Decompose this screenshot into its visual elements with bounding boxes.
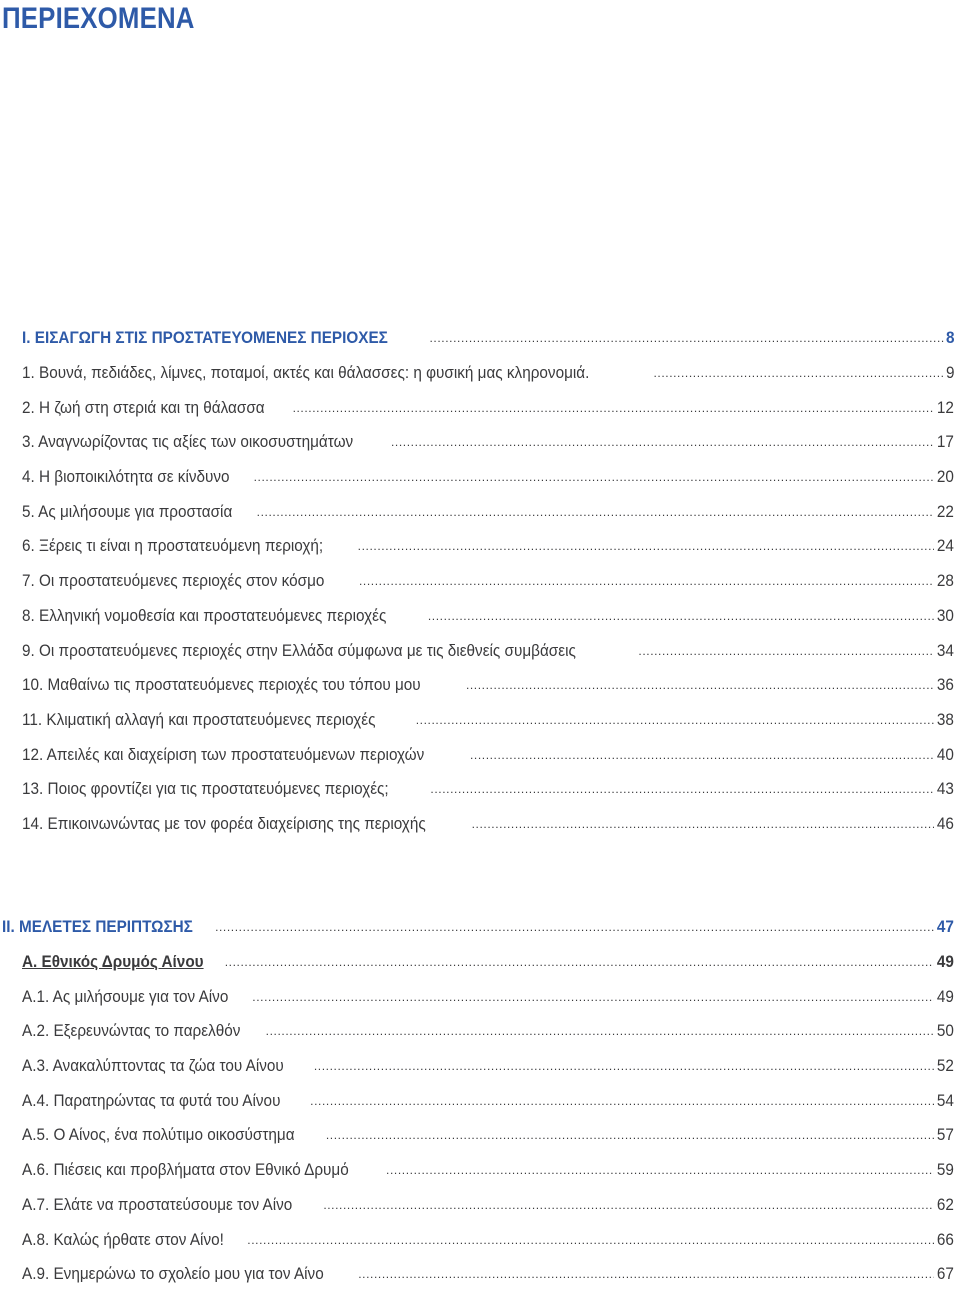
toc-entry[interactable] [0, 1188, 954, 1223]
toc-entry[interactable] [0, 772, 954, 807]
toc-page-number: 40 [936, 744, 954, 764]
toc-dot-leader [428, 605, 934, 625]
toc-entry[interactable] [0, 1222, 954, 1257]
toc-entry[interactable] [0, 703, 954, 738]
toc-entry[interactable] [0, 668, 954, 703]
toc-dot-leader [323, 1194, 934, 1214]
toc-entry-title: 6. Ξέρεις τι είναι η προστατευόμενη περιοχή; [22, 536, 324, 556]
toc-entry-title: Α.8. Καλώς ήρθατε στον Αίνο! [22, 1229, 224, 1249]
toc-page-number: 59 [936, 1160, 954, 1180]
toc-entry-title: Α.2. Εξερευνώντας το παρελθόν [22, 1021, 241, 1041]
toc-dot-leader [266, 1020, 934, 1040]
toc-dot-leader [293, 397, 935, 417]
toc-dot-leader [472, 813, 934, 833]
toc-section-introduction[interactable] [0, 321, 954, 356]
toc-entry-title: 8. Ελληνική νομοθεσία και προστατευόμενες περιοχές [22, 605, 387, 625]
toc-dot-leader [359, 570, 934, 590]
toc-entry[interactable] [0, 460, 954, 495]
toc-entry[interactable] [0, 529, 954, 564]
toc-page-number: 22 [936, 501, 954, 521]
toc-entry-title: 10. Μαθαίνω τις προστατευόμενες περιοχές του τόπου μου [22, 675, 421, 695]
toc-page-number: 57 [936, 1125, 954, 1145]
toc-entry[interactable] [0, 564, 954, 599]
toc-page-number: 12 [936, 397, 954, 417]
toc-entry-title: 1. Βουνά, πεδιάδες, λίμνες, ποταμοί, ακτές και θάλασσες: η φυσική μας κληρονομιά. [22, 363, 590, 383]
toc-entry-title: 9. Οι προστατευόμενες περιοχές στην Ελλάδα σύμφωνα με τις διεθνείς συμβάσεις [22, 640, 576, 660]
toc-dot-leader [653, 362, 943, 382]
toc-entry[interactable] [0, 633, 954, 668]
toc-page-number: 46 [936, 813, 954, 833]
toc-entry-title: Α.3. Ανακαλύπτοντας τα ζώα του Αίνου [22, 1056, 284, 1076]
toc-entry-title: 2. Η ζωή στη στεριά και τη θάλασσα [22, 397, 265, 417]
toc-entry-title: Α. Εθνικός Δρυμός Αίνου [22, 952, 204, 972]
toc-dot-leader [257, 501, 934, 521]
toc-entry-title: 5. Ας μιλήσουμε για προστασία [22, 501, 233, 521]
toc-page-number: 30 [936, 605, 954, 625]
toc-page-number: 9 [945, 363, 954, 383]
toc-entry-title: 7. Οι προστατευόμενες περιοχές στον κόσμο [22, 571, 325, 591]
toc-dot-leader [326, 1124, 934, 1144]
toc-entry-title: I. ΕΙΣΑΓΩΓΗ ΣΤΙΣ ΠΡΟΣΤΑΤΕΥΟΜΕΝΕΣ ΠΕΡΙΟΧΕΣ [22, 328, 388, 348]
toc-page-number: 8 [945, 328, 954, 348]
toc-dot-leader [638, 640, 934, 660]
toc-entry-title: Α.9. Ενημερώνω το σχολείο μου για τον Αίνο [22, 1264, 324, 1284]
toc-dot-leader [430, 327, 944, 347]
toc-entry-title: 14. Επικοινωνώντας με τον φορέα διαχείρισης της περιοχής [22, 813, 426, 833]
toc-dot-leader [358, 535, 934, 555]
toc-entry[interactable] [0, 356, 954, 391]
toc-entry-title: Α.7. Ελάτε να προστατεύσουμε τον Αίνο [22, 1194, 293, 1214]
toc-entry-title: 13. Ποιος φροντίζει για τις προστατευόμενες περιοχές; [22, 779, 389, 799]
toc-dot-leader [310, 1090, 934, 1110]
toc-page-number: 20 [936, 467, 954, 487]
toc-part-1 [0, 321, 954, 841]
toc-entry-title: 4. Η βιοποικιλότητα σε κίνδυνο [22, 467, 230, 487]
toc-section-case-studies[interactable] [0, 910, 954, 945]
toc-entry-title: Α.1. Ας μιλήσουμε για τον Αίνο [22, 986, 229, 1006]
toc-dot-leader [430, 778, 934, 798]
toc-page-number: 24 [936, 536, 954, 556]
toc-entry[interactable] [0, 1118, 954, 1153]
toc-dot-leader [247, 1229, 934, 1249]
toc-entry[interactable] [0, 1153, 954, 1188]
toc-entry[interactable] [0, 1014, 954, 1049]
toc-entry[interactable] [0, 979, 954, 1014]
toc-entry[interactable] [0, 1049, 954, 1084]
toc-subsection-ainos[interactable] [0, 945, 954, 980]
toc-page-number: 36 [936, 675, 954, 695]
toc-page-number: 43 [936, 779, 954, 799]
toc-dot-leader [470, 744, 934, 764]
page-title: ΠΕΡΙΕΧΟΜΕΝΑ [2, 2, 195, 35]
toc-part-2 [0, 910, 954, 1292]
toc-page-number: 49 [936, 986, 954, 1006]
toc-entry[interactable] [0, 807, 954, 842]
toc-entry-title: Α.5. Ο Αίνος, ένα πολύτιμο οικοσύστημα [22, 1125, 295, 1145]
toc-page-number: 62 [936, 1194, 954, 1214]
toc-entry[interactable] [0, 494, 954, 529]
toc-page-number: 38 [936, 709, 954, 729]
toc-entry-title: 12. Απειλές και διαχείριση των προστατευόμενων περιοχών [22, 744, 425, 764]
toc-entry-title: 11. Κλιματική αλλαγή και προστατευόμενες περιοχές [22, 709, 376, 729]
toc-dot-leader [358, 1263, 934, 1283]
toc-dot-leader [386, 1159, 934, 1179]
toc-page-number: 34 [936, 640, 954, 660]
toc-entry[interactable] [0, 425, 954, 460]
toc-entry[interactable] [0, 390, 954, 425]
toc-entry[interactable] [0, 1257, 954, 1292]
toc-page-number: 47 [936, 917, 954, 937]
toc-page-number: 50 [936, 1021, 954, 1041]
toc-dot-leader [252, 986, 934, 1006]
toc-dot-leader [314, 1055, 934, 1075]
toc-page-number: 52 [936, 1056, 954, 1076]
toc-page-number: 17 [936, 432, 954, 452]
toc-dot-leader [416, 709, 934, 729]
toc-page-number: 28 [936, 571, 954, 591]
toc-entry-title: II. ΜΕΛΕΤΕΣ ΠΕΡΙΠΤΩΣΗΣ [2, 917, 193, 937]
toc-dot-leader [215, 916, 934, 936]
toc-entry[interactable] [0, 1083, 954, 1118]
toc-entry[interactable] [0, 737, 954, 772]
toc-dot-leader [225, 951, 934, 971]
toc-page-number: 54 [936, 1090, 954, 1110]
toc-entry-title: 3. Αναγνωρίζοντας τις αξίες των οικοσυστημάτων [22, 432, 354, 452]
toc-entry[interactable] [0, 599, 954, 634]
toc-dot-leader [466, 674, 934, 694]
toc-page-number: 67 [936, 1264, 954, 1284]
toc-entry-title: Α.6. Πιέσεις και προβλήματα στον Εθνικό Δρυμό [22, 1160, 349, 1180]
toc-entry-title: Α.4. Παρατηρώντας τα φυτά του Αίνου [22, 1090, 281, 1110]
toc-page-number: 49 [936, 952, 954, 972]
toc-dot-leader [391, 431, 934, 451]
toc-dot-leader [254, 466, 934, 486]
toc-page-number: 66 [936, 1229, 954, 1249]
